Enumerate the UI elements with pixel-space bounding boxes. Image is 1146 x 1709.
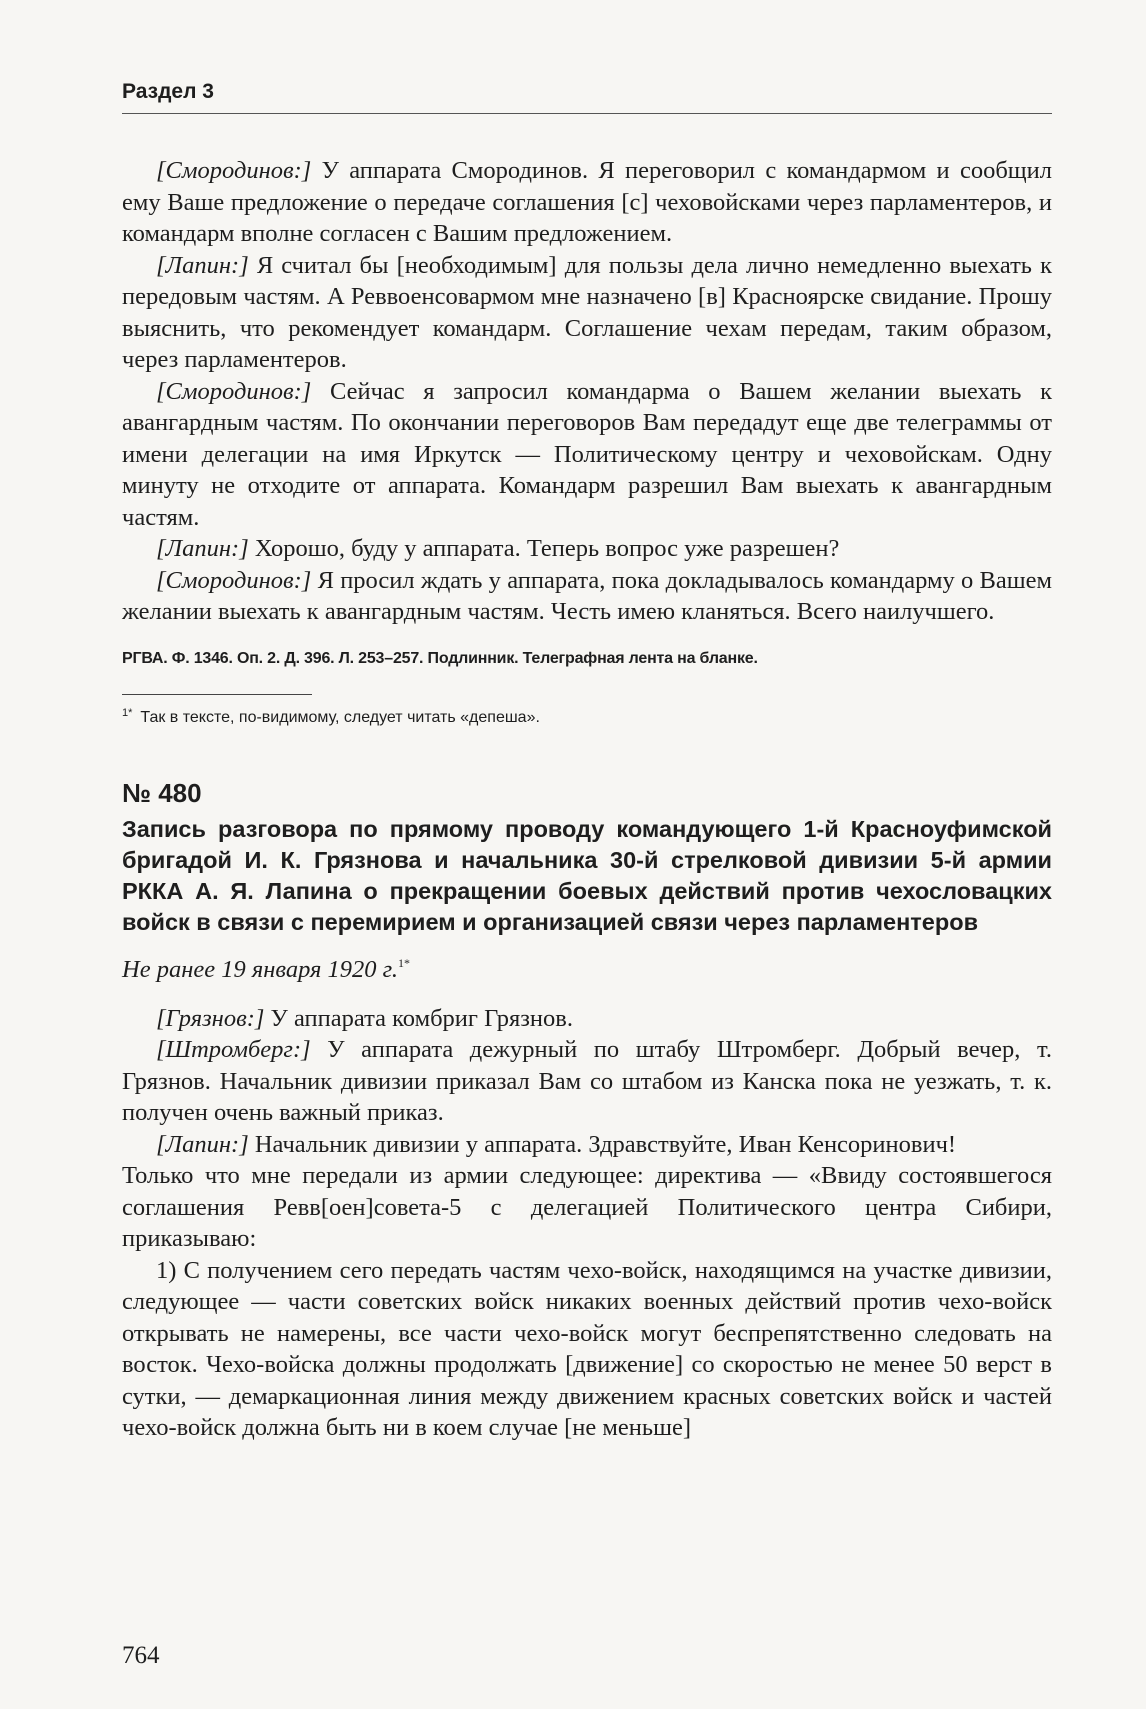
speaker: [Лапин:]	[156, 535, 249, 562]
footnote	[122, 703, 1052, 728]
archive-source-note: РГВА. Ф. 1346. Оп. 2. Д. 396. Л. 253–257. Подлинник. Телеграфная лента на бланке.	[122, 649, 758, 667]
document-date	[122, 948, 1052, 985]
paragraph	[122, 1003, 1052, 1035]
speaker: [Смородинов:]	[156, 566, 312, 594]
speaker: [Смородинов:]	[156, 377, 312, 405]
paragraph-text: У аппарата комбриг Грязнов.	[264, 1004, 573, 1032]
footnote-marker: 1*	[122, 706, 133, 719]
body-text	[122, 155, 1052, 1444]
paragraph	[122, 376, 1052, 534]
paragraph-text: Я просил ждать у аппарата, пока докладывалось командарму о Вашем желании выехать к авангардным частям. Честь имею кланяться. Всего наилучшего.	[122, 566, 1052, 625]
paragraph	[122, 533, 1052, 565]
order-item: 1) С получением сего передать частям чехо-войск, находящимся на участке дивизии, следующее — части советских войск никаких военных действий против чехо-войск открывать не намерены, все части чехо-войск могут беспрепятственно следовать на восток. Чехо-войска должны продолжать [движение] со скоростью не менее 50 верст в сутки, — демаркационная линия между движением красных советских войск и частей чехо-войск должна быть ни в коем случае [не меньше]	[122, 1256, 1052, 1441]
footnote-text: Так в тексте, по-видимому, следует читать «депеша».	[140, 708, 540, 726]
running-head: Раздел 3	[122, 80, 214, 103]
date-text: Не ранее 19 января 1920 г.	[122, 955, 399, 983]
paragraph	[122, 250, 1052, 376]
footnote-divider	[122, 694, 312, 695]
paragraph-text: Я считал бы [необходимым] для пользы дела лично немедленно выехать к передовым частям. А Реввоенсовармом мне назначено [в] Красноярске свидание. Прошу выяснить, что рекомендует командарм. Соглашение чехам передам, таким образом, через парламентеров.	[122, 251, 1052, 373]
document-title: Запись разговора по прямому проводу командующего 1-й Красноуфимской бригадой И. К. Грязнова и начальника 30-й стрелковой дивизии 5-й армии РККА А. Я. Лапина о прекращении боевых действий против чехословацких войск в связи с перемирием и организацией связи через парламентеров	[122, 815, 1052, 935]
paragraph-text: У аппарата дежурный по штабу Штромберг. Добрый вечер, т. Грязнов. Начальник дивизии приказал Вам со штабом из Канска пока не уезжать, т. к. получен очень важный приказ.	[122, 1036, 1052, 1126]
paragraph: Только что мне передали из армии следующее: директива — «Ввиду состоявшегося соглашения Ревв[оен]совета-5 с делегацией Политического центра Сибири, приказываю:	[122, 1162, 1052, 1252]
spacer	[122, 985, 1052, 1003]
speaker: [Лапин:]	[156, 251, 249, 279]
speaker: [Грязнов:]	[156, 1004, 265, 1032]
paragraph-text: Хорошо, буду у аппарата. Теперь вопрос уже разрешен?	[248, 535, 840, 562]
paragraph-text: Начальник дивизии у аппарата. Здравствуйте, Иван Кенсоринович!	[248, 1130, 957, 1158]
paragraph	[122, 155, 1052, 250]
speaker: [Смородинов:]	[156, 157, 312, 184]
paragraph	[122, 1034, 1052, 1129]
paragraph	[122, 1129, 1052, 1161]
document-page	[122, 0, 1052, 1709]
document-number: № 480	[122, 777, 202, 808]
speaker: [Лапин:]	[156, 1130, 249, 1158]
speaker: [Штромберг:]	[156, 1036, 311, 1063]
date-footnote-marker: 1*	[398, 955, 411, 970]
paragraph-text: У аппарата Смородинов. Я переговорил с командармом и сообщил ему Ваше предложение о передаче соглашения [с] чеховойсками через парламентеров, и командарм вполне согласен с Вашим предложением.	[122, 157, 1052, 247]
header-divider	[122, 113, 1052, 114]
paragraph	[122, 565, 1052, 628]
paragraph-text: Сейчас я запросил командарма о Вашем желании выехать к авангардным частям. По окончании переговоров Вам передадут еще две телеграммы от имени делегации на имя Иркутск — Политическому центру и чеховойскам. Одну минуту не отходите от аппарата. Командарм разрешил Вам выехать к авангардным частям.	[122, 377, 1052, 531]
page-number: 764	[122, 1642, 160, 1669]
